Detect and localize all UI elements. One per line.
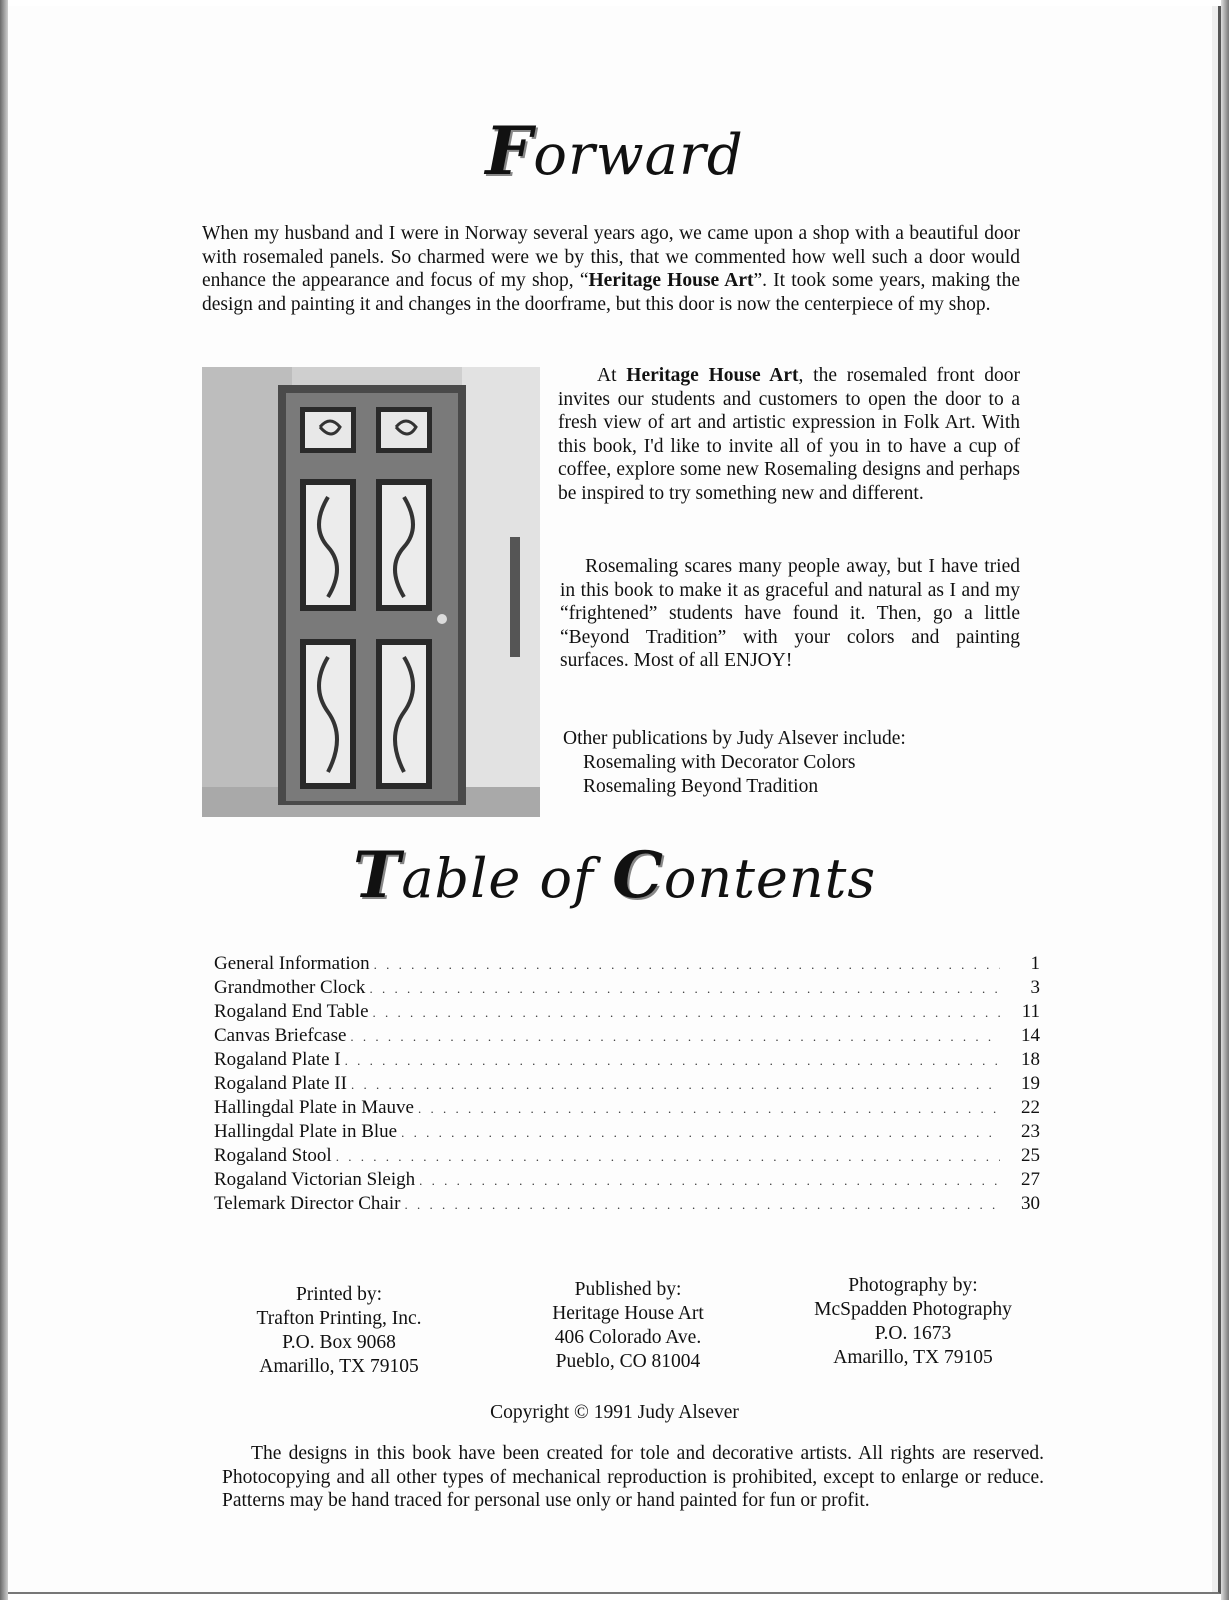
published-by-credit [498, 1278, 758, 1374]
table-of-contents [214, 952, 1040, 1216]
printed-by-credit [214, 1283, 464, 1379]
toc-leader-dots [369, 977, 1000, 1001]
toc-page-number: 1 [1030, 953, 1040, 974]
toc-leader-dots [336, 1145, 1000, 1169]
toc-entry[interactable] [214, 1024, 1040, 1048]
toc-entry-title: Rogaland End Table [214, 1001, 369, 1022]
intro-shop-name: Heritage House Art [588, 270, 754, 291]
forward-intro-paragraph [202, 222, 1020, 316]
publication-item: Rosemaling Beyond Tradition [583, 776, 819, 797]
toc-leader-dots [401, 1121, 1000, 1145]
forward-title-rest: orward [533, 123, 744, 188]
toc-page-number: 22 [1021, 1097, 1040, 1118]
toc-page-number: 25 [1021, 1145, 1040, 1166]
toc-leader-dots [419, 1169, 1000, 1193]
toc-page-number: 11 [1021, 1001, 1040, 1022]
page-edge-right [1221, 0, 1229, 1600]
intro-text-1: When my husband and I were in Norway several years ago, we came upon a shop with a beautiful door with rosemaled panels. So charmed were we by this, that we commented how well such a door would enhance the appearance and focus of my shop, “ [202, 223, 1020, 291]
p1-text-1: At [597, 365, 627, 386]
forward-title-capital: F [485, 112, 534, 190]
p2-text: Rosemaling scares many people away, but I have tried in this book to make it as graceful and natural as I and my “frightened” students have found it. Then, go a little “Beyond Tradition” with your colors and painting surfaces. Most of all ENJOY! [560, 556, 1020, 671]
toc-entry-title: Hallingdal Plate in Blue [214, 1121, 398, 1142]
toc-entry[interactable] [214, 1168, 1040, 1192]
toc-leader-dots [351, 1073, 1000, 1097]
forward-title [0, 112, 1229, 190]
p1-shop-name: Heritage House Art [626, 365, 799, 386]
publications-intro: Other publications by Judy Alsever include: [563, 728, 906, 749]
toc-leader-dots [373, 1001, 1000, 1025]
publication-item: Rosemaling with Decorator Colors [583, 752, 856, 773]
toc-title-capital-2: C [612, 838, 664, 913]
credit-line: McSpadden Photography [814, 1299, 1012, 1320]
toc-page-number: 14 [1021, 1025, 1040, 1046]
credit-heading: Photography by: [848, 1275, 978, 1296]
toc-entry-title: Telemark Director Chair [214, 1193, 401, 1214]
toc-entry[interactable] [214, 1192, 1040, 1216]
rights-text: The designs in this book have been created for tole and decorative artists. All rights are reserved. Photocopying and all other types of mechanical reproduction is prohibited, except to enlarge or reduce. Patterns may be hand traced for personal use only or hand painted for fun or profit. [222, 1443, 1045, 1511]
toc-entry-title: Hallingdal Plate in Mauve [214, 1097, 414, 1118]
intro-text-2: ”. It took some years, making the design and painting it and changes in the doorframe, but this door is now the centerpiece of my shop. [202, 270, 1020, 315]
credit-heading: Printed by: [295, 1284, 383, 1305]
toc-page-number: 30 [1021, 1193, 1040, 1214]
photography-by-credit [778, 1274, 1048, 1370]
credit-line: P.O. 1673 [874, 1323, 952, 1344]
toc-entry[interactable] [214, 1120, 1040, 1144]
toc-page-number: 23 [1021, 1121, 1040, 1142]
credit-line: Amarillo, TX 79105 [259, 1356, 419, 1377]
toc-title-rest-2: ontents [663, 847, 877, 910]
toc-entry[interactable] [214, 1048, 1040, 1072]
toc-entry-title: Rogaland Plate II [214, 1073, 347, 1094]
credit-line: P.O. Box 9068 [282, 1332, 396, 1353]
p1-text-2: , the rosemaled front door invites our students and customers to open the door to a fresh view of art and artistic expression in Folk Art. With this book, I'd like to invite all of you in to have a cup of coffee, explore some new Rosemaling designs and perhaps be inspired to try something new and different. [558, 365, 1021, 504]
toc-entry-title: Canvas Briefcase [214, 1025, 347, 1046]
toc-title [0, 838, 1229, 913]
credit-heading: Published by: [574, 1279, 682, 1300]
toc-entry-title: Grandmother Clock [214, 977, 366, 998]
toc-title-capital-1: T [352, 838, 402, 913]
toc-entry-title: Rogaland Stool [214, 1145, 332, 1166]
toc-page-number: 3 [1030, 977, 1040, 998]
toc-entry-title: General Information [214, 953, 370, 974]
toc-leader-dots [345, 1049, 1000, 1073]
toc-leader-dots [374, 953, 1000, 977]
toc-leader-dots [418, 1097, 1000, 1121]
toc-page-number: 27 [1021, 1169, 1040, 1190]
credit-line: Amarillo, TX 79105 [833, 1347, 993, 1368]
rights-paragraph [222, 1442, 1044, 1513]
toc-entry[interactable] [214, 1072, 1040, 1096]
toc-page-number: 18 [1021, 1049, 1040, 1070]
rosemaled-door-photo [202, 367, 540, 817]
toc-entry[interactable] [214, 952, 1040, 976]
toc-leader-dots [350, 1025, 1000, 1049]
toc-title-rest-1: able of [401, 847, 613, 910]
toc-entry-title: Rogaland Plate I [214, 1049, 341, 1070]
other-publications [563, 727, 1023, 799]
toc-entry-title: Rogaland Victorian Sleigh [214, 1169, 416, 1190]
toc-leader-dots [404, 1193, 1000, 1217]
credit-line: Trafton Printing, Inc. [256, 1308, 422, 1329]
toc-entry[interactable] [214, 976, 1040, 1000]
toc-entry[interactable] [214, 1096, 1040, 1120]
forward-paragraph-1 [558, 364, 1020, 505]
forward-paragraph-2 [560, 555, 1020, 673]
credit-line: Heritage House Art [552, 1303, 704, 1324]
page-edge-left [0, 0, 8, 1600]
toc-page-number: 19 [1021, 1073, 1040, 1094]
credit-line: Pueblo, CO 81004 [555, 1351, 701, 1372]
toc-entry[interactable] [214, 1000, 1040, 1024]
credit-line: 406 Colorado Ave. [554, 1327, 702, 1348]
copyright-notice: Copyright © 1991 Judy Alsever [490, 1402, 739, 1423]
toc-entry[interactable] [214, 1144, 1040, 1168]
